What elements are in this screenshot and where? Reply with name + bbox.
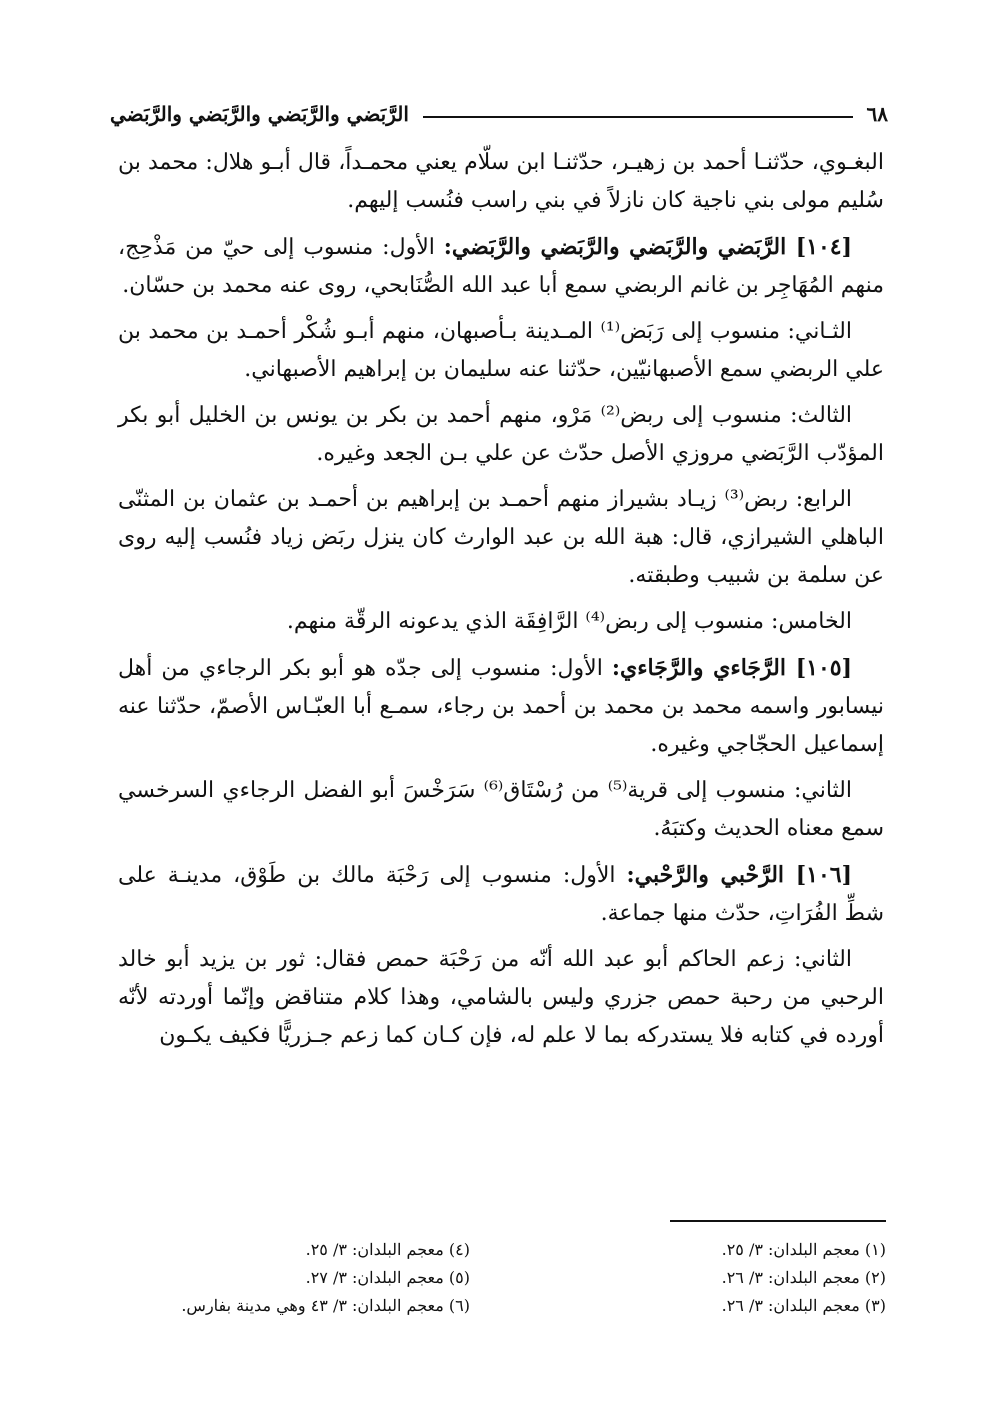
paragraph-3 (118, 313, 884, 389)
footnote-1: (١) معجم البلدان: ٣/ ٢٥. (721, 1240, 886, 1259)
paragraph-8-text: الثاني: منسوب إلى قرية⁽⁵⁾ من رُسْتَاق⁽⁶⁾ سَرَخْسَ أبو الفضل الرجاءي السرخسي سمع معناه الحديث وكتبَهُ. (118, 778, 884, 841)
page-number: ٦٨ (866, 102, 888, 126)
entry-104 (118, 228, 884, 305)
paragraph-10 (118, 941, 884, 1055)
running-header (110, 86, 888, 126)
entry-106-heading: [١٠٦] الرَّحْبي والرَّحْبي: (626, 862, 853, 888)
entry-105-text: الأول: منسوب إلى جدّه هو أبو بكر الرجاءي من أهل نيسابور واسمه محمد بن محمد بن أحمد بن رجاء، سمـع أبا العبّـاس الأصمّ، حدّثنا عنه إسماعيل الحجّاجي وغيره. (118, 656, 884, 757)
entry-105-heading: [١٠٥] الرَّجَاءي والرَّجَاءي: (611, 655, 852, 681)
main-text (118, 144, 884, 1063)
paragraph-4 (118, 397, 884, 473)
paragraph-5-text: الرابع: ربض⁽³⁾ زيـاد بشيراز منهم أحمـد بن إبراهيم بن أحمـد بن عثمان بن المثنّى الباهلي الشيرازي، قال: هبة الله بن عبد الوارث كان ينزل ربَض زياد فنُسب إليه روى عن سلمة بن شبيب وطبقته. (118, 487, 884, 588)
paragraph-3-text: الثـاني: منسوب إلى رَبَض⁽¹⁾ المـدينة بـأصبهان، منهم أبـو شُكْر أحمـد بن محمد بن علي الربضي سمع الأصبهانيّين، حدّثنا عنه سليمان بن إبراهيم الأصبهاني. (118, 319, 884, 382)
footnote-6: (٦) معجم البلدان: ٣/ ٤٣ وهي مدينة بفارس. (181, 1296, 470, 1315)
paragraph-6-text: الخامس: منسوب إلى ربض⁽⁴⁾ الرَّافِقَة الذي يدعونه الرقّة منهم. (286, 609, 852, 634)
footnote-2: (٢) معجم البلدان: ٣/ ٢٦. (721, 1268, 886, 1287)
header-rule (423, 116, 853, 118)
footnote-5: (٥) معجم البلدان: ٣/ ٢٧. (305, 1268, 470, 1287)
entry-104-text: الأول: منسوب إلى حيّ من مَذْحِج، منهم المُهَاجِر بن غانم الربضي سمع أبا عبد الله الصُّنَابحي، روى عنه محمد بن حسّان. (118, 235, 884, 298)
paragraph-6 (118, 603, 884, 641)
paragraph-8 (118, 772, 884, 848)
footnote-separator (670, 1220, 886, 1222)
footnote-3: (٣) معجم البلدان: ٣/ ٢٦. (721, 1296, 886, 1315)
footnotes-right-column (676, 1236, 886, 1320)
footnotes (130, 1236, 886, 1320)
entry-106 (118, 856, 884, 933)
entry-105 (118, 649, 884, 764)
footnote-4: (٤) معجم البلدان: ٣/ ٢٥. (305, 1240, 470, 1259)
paragraph-5 (118, 481, 884, 595)
entry-104-heading: [١٠٤] الرَّبَضي والرَّبَضي والرَّبَضي والرَّبَضي: (443, 234, 852, 260)
paragraph-1 (118, 144, 884, 220)
running-title: الرَّبَضي والرَّبَضي والرَّبَضي والرَّبَضي (110, 102, 409, 126)
footnotes-left-column (130, 1236, 470, 1320)
paragraph-4-text: الثالث: منسوب إلى ربض⁽²⁾ مَرْو، منهم أحمد بن بكر بن يونس بن الخليل أبو بكر المؤدّب الرَّبَضي مروزي الأصل حدّث عن علي بـن الجعد وغيره. (118, 403, 884, 466)
paragraph-1-text: البغـوي، حدّثنـا أحمد بن زهيـر، حدّثنـا ابن سلّام يعني محمـداً، قال أبـو هلال: محمد بن سُليم مولى بني ناجية كان نازلاً في بني راسب فنُسب إليهم. (118, 150, 884, 213)
entry-106-text: الأول: منسوب إلى رَحْبَة مالك بن طَوْق، مدينـة على شطِّ الفُرَاتِ، حدّث منها جماعة. (118, 863, 884, 926)
paragraph-10-text: الثاني: زعم الحاكم أبو عبد الله أنّه من رَحْبَة حمص فقال: ثور بن يزيد أبو خالد الرحبي من رحبة حمص جزري وليس بالشامي، وهذا كلام متناقض وإنّما أوردته لأنّه أورده في كتابه فلا يستدركه بما لا علم له، فإن كـان كما زعم جـزريًّا فكيف يكـون (118, 947, 884, 1048)
